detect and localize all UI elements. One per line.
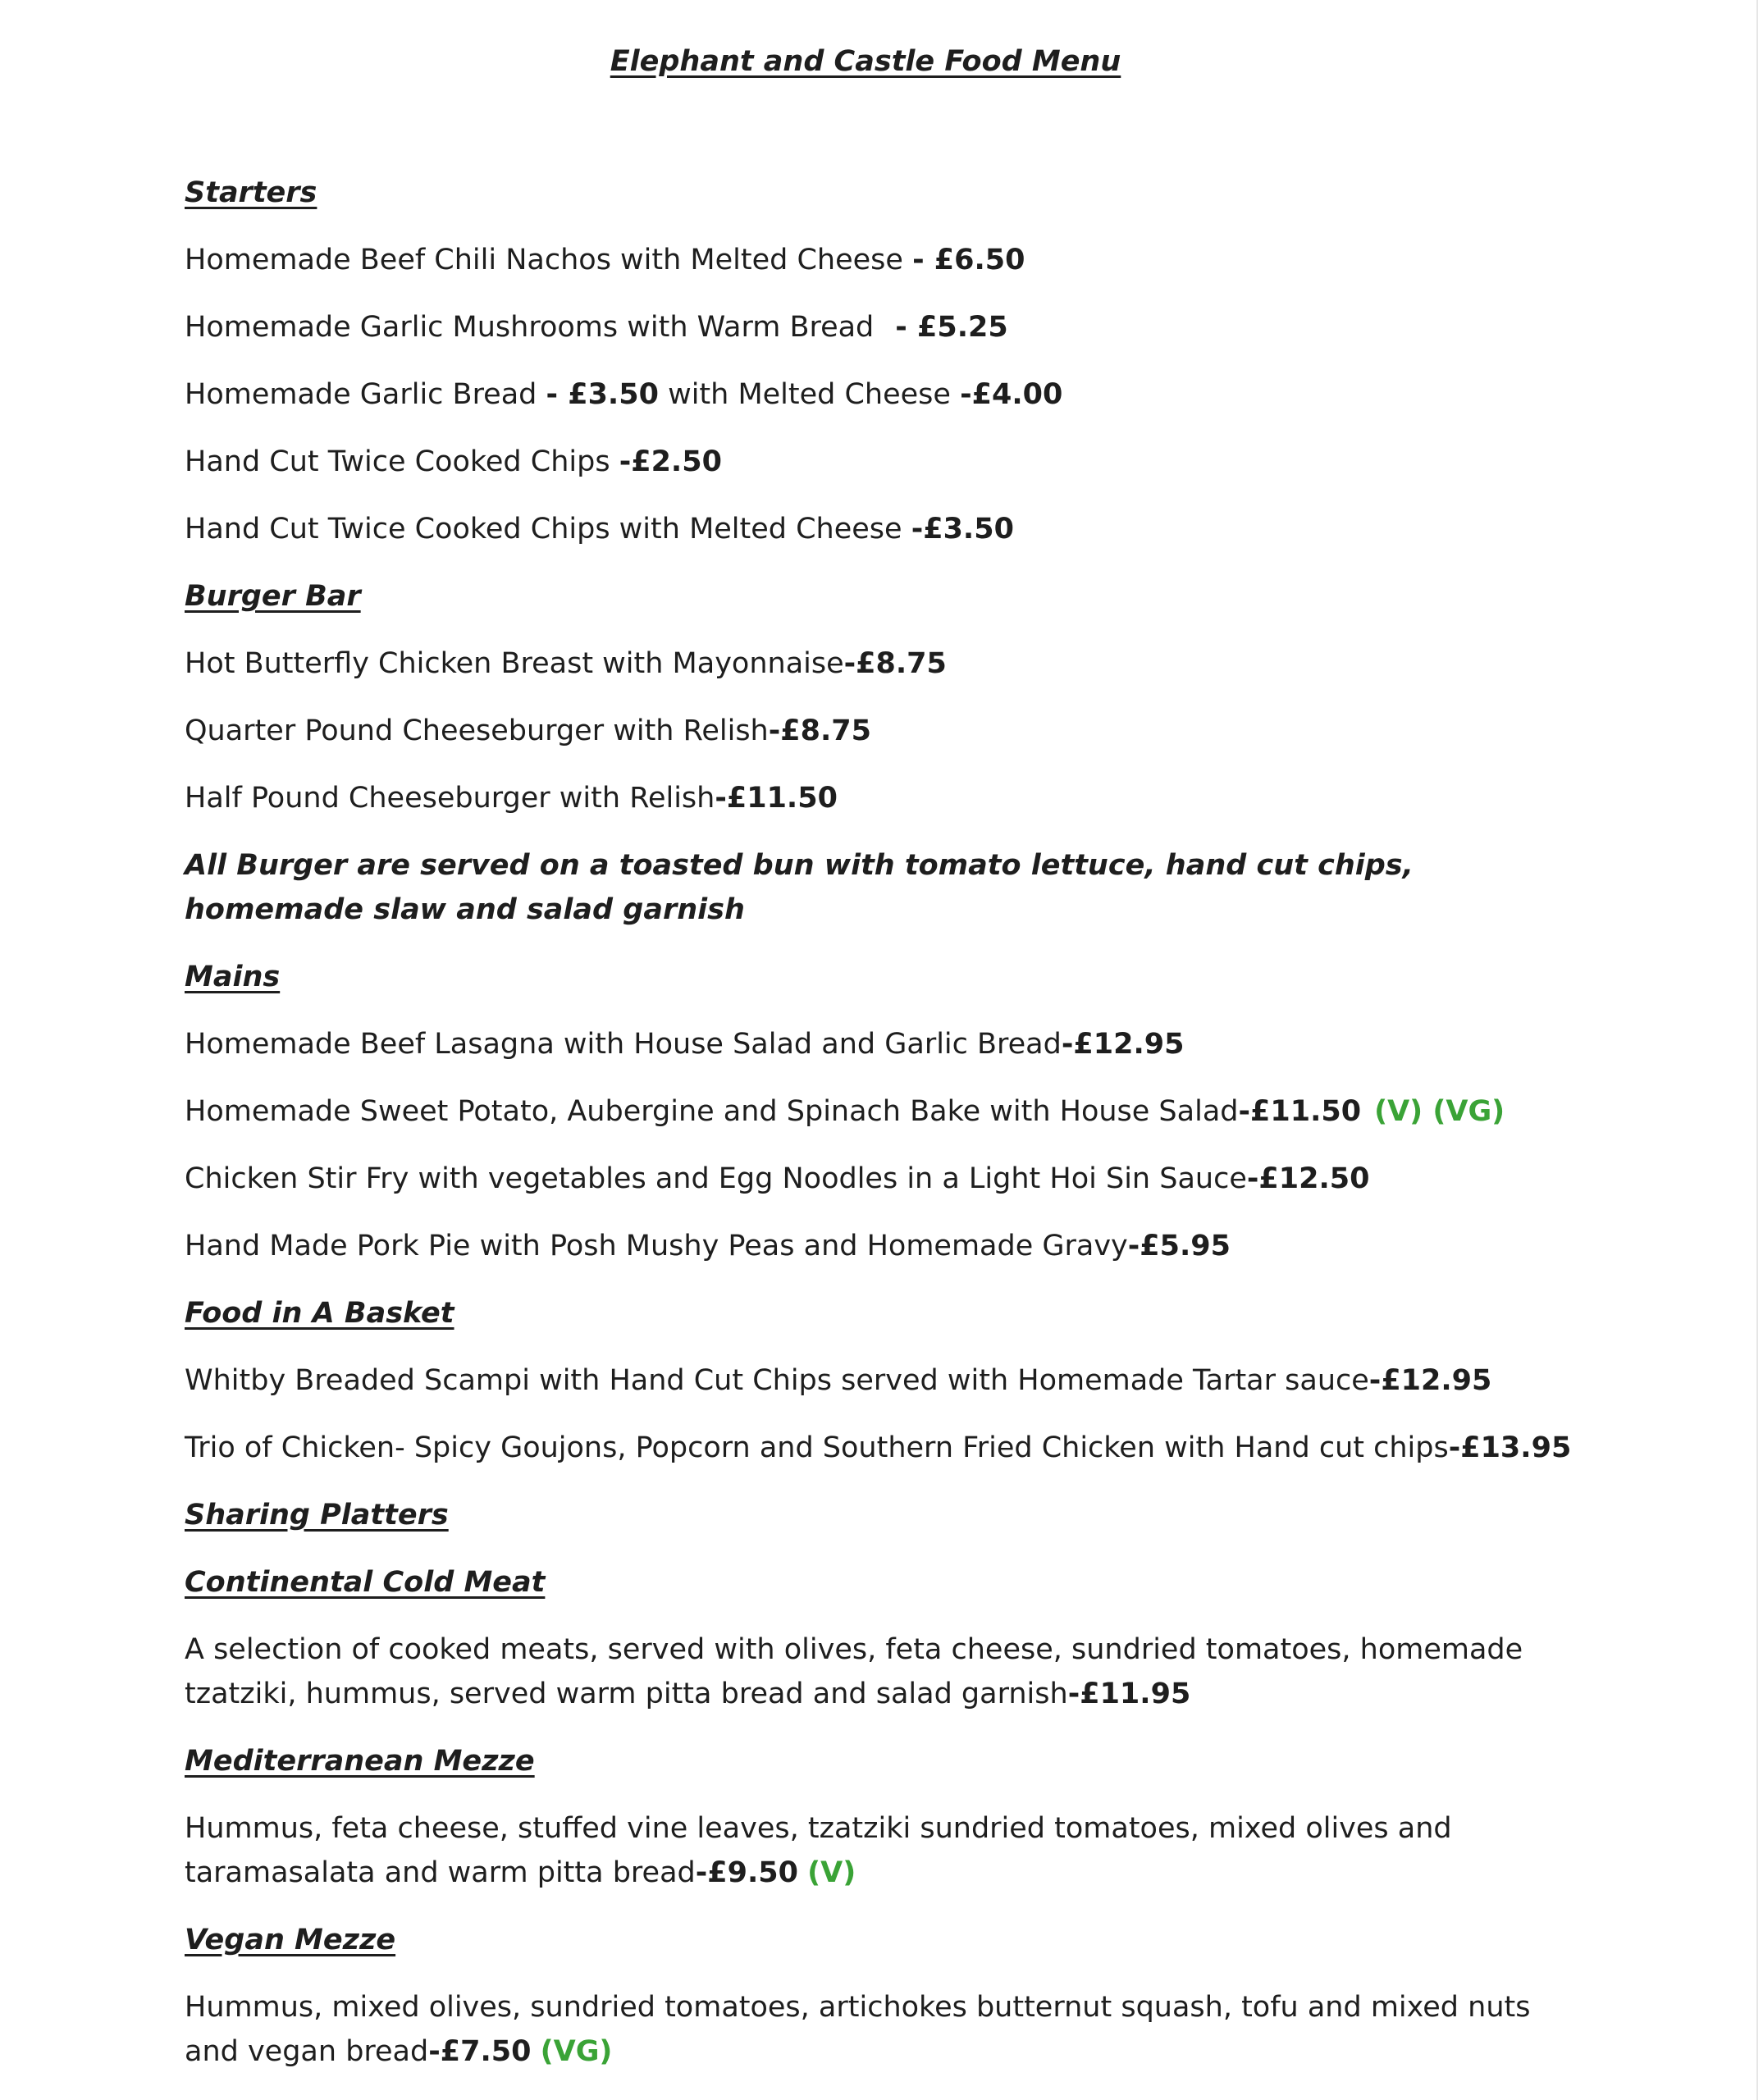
diet-tag: (V) <box>807 1856 856 1889</box>
section-heading-sharing: Sharing Platters <box>185 1499 449 1532</box>
item-price: -£11.50 <box>1238 1095 1362 1128</box>
menu-title: Elephant and Castle Food Menu <box>610 45 1121 78</box>
menu-item <box>185 507 1555 551</box>
item-name-variant: with Melted Cheese <box>658 378 961 411</box>
item-name: Half Pound Cheeseburger with Relish <box>185 782 715 815</box>
menu-item <box>185 305 1555 349</box>
section-heading-burger-bar: Burger Bar <box>185 580 361 613</box>
item-price: -£8.75 <box>843 647 947 680</box>
item-name: Homemade Garlic Mushrooms with Warm Bread <box>185 311 875 344</box>
item-name: Trio of Chicken- Spicy Goujons, Popcorn and Southern Fried Chicken with Hand cut chips <box>185 1431 1449 1464</box>
menu-item <box>185 238 1555 282</box>
item-price: -£12.95 <box>1368 1364 1492 1397</box>
item-price: - £3.50 <box>546 378 659 411</box>
section-heading-basket: Food in A Basket <box>185 1297 454 1330</box>
section-heading-mains: Mains <box>185 961 281 993</box>
menu-item <box>185 641 1555 686</box>
item-name: Hand Cut Twice Cooked Chips with Melted Cheese <box>185 513 911 546</box>
item-name: Whitby Breaded Scampi with Hand Cut Chips served with Homemade Tartar sauce <box>185 1364 1369 1397</box>
item-price: -£8.75 <box>768 714 871 747</box>
menu-item <box>185 1022 1555 1066</box>
item-price: -£2.50 <box>619 445 722 478</box>
diet-tag: (VG) <box>540 2035 613 2068</box>
menu-item <box>185 1426 1572 1470</box>
item-price: -£12.95 <box>1061 1028 1185 1061</box>
item-price: -£9.50 <box>695 1856 798 1889</box>
item-price: - £5.25 <box>895 311 1008 344</box>
item-price: -£13.95 <box>1448 1431 1572 1464</box>
platter-heading-continental: Continental Cold Meat <box>185 1566 546 1599</box>
platter-text: Hummus, feta cheese, stuffed vine leaves, tzatziki sundried tomatoes, mixed olives and taramasalata and warm pitta bread <box>185 1812 1452 1889</box>
item-price: - £6.50 <box>912 244 1025 276</box>
item-name: Chicken Stir Fry with vegetables and Egg Noodles in a Light Hoi Sin Sauce <box>185 1162 1247 1195</box>
item-name: Quarter Pound Cheeseburger with Relish <box>185 714 769 747</box>
item-price: -£7.50 <box>428 2035 532 2068</box>
item-name: Homemade Garlic Bread <box>185 378 546 411</box>
item-name: Hand Made Pork Pie with Posh Mushy Peas and Homemade Gravy <box>185 1230 1128 1262</box>
menu-item <box>185 1358 1555 1403</box>
platter-heading-mediterranean: Mediterranean Mezze <box>185 1745 535 1778</box>
menu-content <box>185 171 1572 2097</box>
platter-text: A selection of cooked meats, served with olives, feta cheese, sundried tomatoes, homemade tzatziki, hummus, served warm pitta bread and salad garnish <box>185 1633 1523 1710</box>
menu-item <box>185 440 1555 484</box>
section-heading-starters: Starters <box>185 176 317 209</box>
platter-description <box>185 1628 1555 1716</box>
item-name: Homemade Sweet Potato, Aubergine and Spinach Bake with House Salad <box>185 1095 1239 1128</box>
item-name: Homemade Beef Lasagna with House Salad and Garlic Bread <box>185 1028 1062 1061</box>
menu-item <box>185 1157 1555 1201</box>
platter-heading-vegan: Vegan Mezze <box>185 1924 396 1956</box>
item-name: Homemade Beef Chili Nachos with Melted Cheese <box>185 244 913 276</box>
diet-tag: (V) (VG) <box>1374 1095 1505 1128</box>
item-price-variant: -£4.00 <box>960 378 1063 411</box>
item-price: -£3.50 <box>911 513 1014 546</box>
menu-item <box>185 709 1555 753</box>
burger-note: All Burger are served on a toasted bun with tomato lettuce, hand cut chips, homemade slaw and salad garnish <box>185 849 1414 926</box>
platter-text: Hummus, mixed olives, sundried tomatoes, artichokes butternut squash, tofu and mixed nuts and vegan bread <box>185 1991 1531 2068</box>
item-name: Hot Butterfly Chicken Breast with Mayonnaise <box>185 647 844 680</box>
menu-item <box>185 372 1555 417</box>
platter-description <box>185 1985 1555 2074</box>
item-price: -£5.95 <box>1127 1230 1231 1262</box>
menu-item <box>185 1089 1555 1134</box>
item-name: Hand Cut Twice Cooked Chips <box>185 445 619 478</box>
scan-edge <box>1756 0 1758 2100</box>
item-price: -£11.50 <box>715 782 838 815</box>
item-price: -£12.50 <box>1246 1162 1370 1195</box>
menu-item <box>185 776 1555 820</box>
menu-item <box>185 1224 1555 1268</box>
platter-description <box>185 1806 1555 1895</box>
item-price: -£11.95 <box>1067 1678 1191 1710</box>
